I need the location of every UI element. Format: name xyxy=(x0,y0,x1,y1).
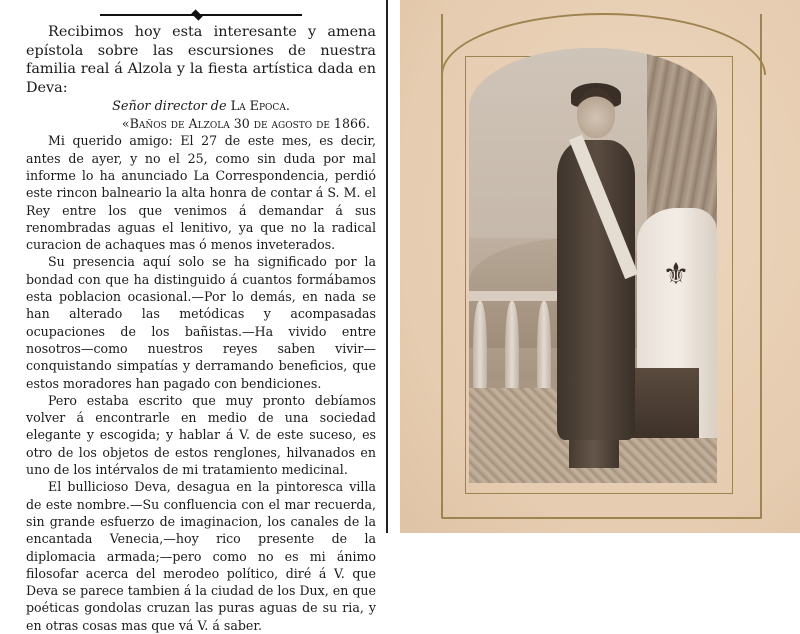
paragraph: Pero estaba escrito que muy pronto debíamos volver á encontrarle en medio de una sociedad elegante y escogida; y hablar á V. de este suceso, es otro de los objetos de estos renglones, hilvanados en uno de los intérvalos de mi tratamiento medicinal. xyxy=(26,392,376,478)
ornamental-rule xyxy=(100,12,302,18)
paragraph: Mi querido amigo: El 27 de este mes, es decir, antes de ayer, y no el 25, como sin duda por mal informe lo ha anunciado La Correspondencia, perdió este rincon balneario la alta honra de contar á S. M. el Rey entre los que venimos á demandar á sus renombradas aguas el lenitivo, ya que no la radical curacion de achaques mas ó menos inveterados. xyxy=(26,133,376,253)
salutation xyxy=(26,98,376,115)
column-divider xyxy=(386,0,388,533)
figure-head xyxy=(577,88,615,138)
newspaper-name: La Epoca. xyxy=(230,99,290,115)
dateline: «Baños de Alzola 30 de agosto de 1866. xyxy=(121,116,370,132)
portrait-photograph xyxy=(469,48,717,483)
chair xyxy=(629,368,699,438)
paragraph: Su presencia aquí solo se ha significado por la bondad con que ha distinguido á cuantos formábamos esta poblacion ocasional.—Por lo demás, en nada se han alterado las metódicas y acompasadas ocupaciones de los bañistas.—Ha vivido entre nosotros—como nuestros reyes saben vivir—conquistando simpatías y derramando beneficios, que estos moradores han pagado con bendiciones. xyxy=(26,254,376,391)
carte-de-visite xyxy=(400,0,800,533)
paragraph: El bullicioso Deva, desagua en la pintoresca villa de este nombre.—Su confluencia con el mar recuerda, sin grande esfuerzo de imaginacion, los canales de la encantada Venecia,—hoy rico presente de la diplomacia armada;—pero como no es mi ánimo filosofar acerca del merodeo político, diré á V. que Deva se parece tambien á la ciudad de los Dux, en que poéticas gondolas cruzan las puras aguas de su ria, y en otras cosas mas que vá V. á saber. xyxy=(26,479,376,633)
newspaper-clipping xyxy=(0,0,388,633)
article-intro: Recibimos hoy esta interesante y amena epístola sobre las escursiones de nuestra familia real á Alzola y la fiesta artística dada en Deva: xyxy=(26,24,376,96)
article-body xyxy=(26,23,376,634)
rule-diamond xyxy=(191,9,202,20)
salutation-prefix: Señor director de xyxy=(112,99,231,115)
fleur-de-lis-cross-icon: ⚜ xyxy=(662,257,690,292)
